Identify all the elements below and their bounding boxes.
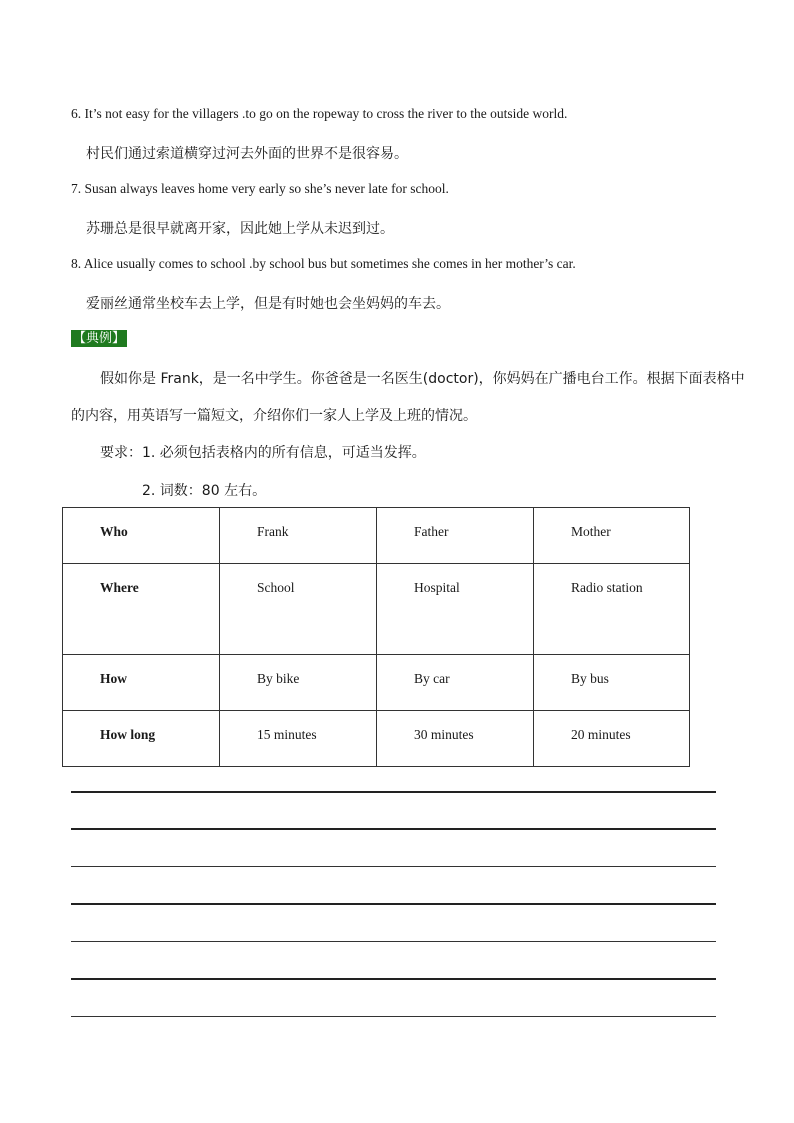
table-row [63, 564, 690, 655]
writing-line[interactable] [71, 941, 716, 942]
sentence-8-en: 8. Alice usually comes to school .by school bus but sometimes she comes in her mother’s car. [71, 256, 576, 271]
prompt-line-2: 的内容，用英语写一篇短文，介绍你们一家人上学及上班的情况。 [71, 408, 477, 424]
table-cell: School [220, 564, 377, 655]
table-row [63, 655, 690, 711]
sentence-6-zh: 村民们通过索道横穿过河去外面的世界不是很容易。 [86, 146, 408, 162]
example-tag: 【典例】 [72, 331, 125, 346]
writing-line[interactable] [71, 903, 716, 905]
table-row [63, 711, 690, 767]
table-cell: Radio station [534, 564, 690, 655]
sentence-7-zh: 苏珊总是很早就离开家，因此她上学从未迟到过。 [86, 221, 394, 237]
requirement-2: 2. 词数：80 左右。 [142, 483, 267, 499]
table-cell: How [63, 655, 220, 711]
writing-line[interactable] [71, 866, 716, 867]
table-cell: Hospital [377, 564, 534, 655]
table-cell: Mother [534, 508, 690, 564]
writing-line[interactable] [71, 791, 716, 793]
table-row [63, 508, 690, 564]
sentence-8-zh: 爱丽丝通常坐校车去上学，但是有时她也会坐妈妈的车去。 [86, 296, 450, 312]
sentence-6-en: 6. It’s not easy for the villagers .to go on the ropeway to cross the river to the outside world. [71, 106, 568, 121]
requirement-1: 要求：1. 必须包括表格内的所有信息，可适当发挥。 [100, 445, 426, 461]
prompt-line-1: 假如你是 Frank，是一名中学生。你爸爸是一名医生(doctor)，你妈妈在广播电台工作。根据下面表格中 [100, 371, 745, 387]
table-cell: By car [377, 655, 534, 711]
table-cell: Who [63, 508, 220, 564]
table-cell: Frank [220, 508, 377, 564]
table-cell: Father [377, 508, 534, 564]
table-cell: By bike [220, 655, 377, 711]
sentence-7-en: 7. Susan always leaves home very early so she’s never late for school. [71, 181, 449, 196]
table-cell: 15 minutes [220, 711, 377, 767]
writing-line[interactable] [71, 828, 716, 830]
table-cell: How long [63, 711, 220, 767]
writing-line[interactable] [71, 1016, 716, 1017]
table-cell: 30 minutes [377, 711, 534, 767]
writing-line[interactable] [71, 978, 716, 980]
table-cell: By bus [534, 655, 690, 711]
info-table [62, 507, 690, 767]
table-cell: 20 minutes [534, 711, 690, 767]
table-cell: Where [63, 564, 220, 655]
